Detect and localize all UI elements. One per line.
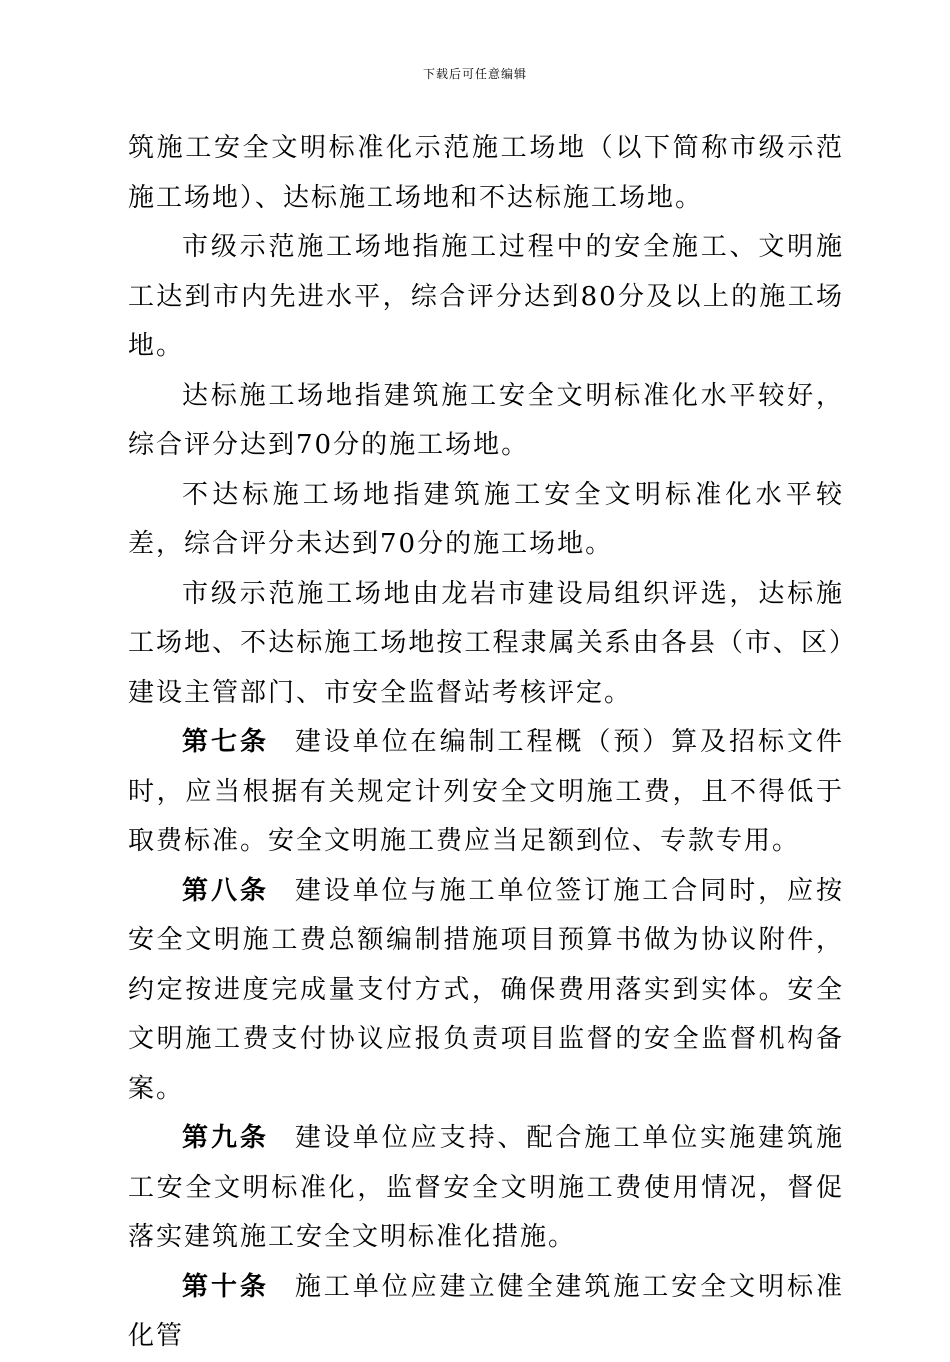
page-header: 下载后可任意编辑 <box>422 67 527 81</box>
article-7 <box>128 718 844 867</box>
article-text: 建设单位应支持、配合施工单位实施建筑施工安全文明标准化，监督安全文明施工费使用情况，督促落实建筑施工安全文明标准化措施。 <box>128 1123 844 1252</box>
paragraph-text: 达标施工场地指建筑施工安全文明标准化水平较好，综合评分达到70分的施工场地。 <box>128 380 844 460</box>
article-heading: 第十条 <box>182 1271 269 1302</box>
article-heading: 第九条 <box>182 1123 269 1153</box>
article-text: 建设单位与施工单位签订施工合同时，应按安全文明施工费总额编制措施项目预算书做为协议附件，约定按进度完成量支付方式，确保费用落实到实体。安全文明施工费支付协议应报负责项目监督的安全监督机构备案。 <box>128 875 844 1104</box>
paragraph-4 <box>128 471 844 570</box>
article-8 <box>128 867 844 1115</box>
article-text: 建设单位在编制工程概（预）算及招标文件时，应当根据有关规定计列安全文明施工费，且不得低于取费标准。安全文明施工费应当足额到位、专款专用。 <box>128 727 844 856</box>
article-9 <box>128 1114 844 1263</box>
paragraph-2 <box>128 223 844 372</box>
paragraph-text: 市级示范施工场地由龙岩市建设局组织评选，达标施工场地、不达标施工场地按工程隶属关系由各县（市、区）建设主管部门、市安全监督站考核评定。 <box>128 578 844 708</box>
paragraph-text: 市级示范施工场地指施工过程中的安全施工、文明施工达到市内先进水平，综合评分达到80分及以上的施工场地。 <box>128 232 844 361</box>
article-heading: 第八条 <box>182 875 269 906</box>
paragraph-1 <box>128 124 844 223</box>
article-heading: 第七条 <box>182 727 269 757</box>
paragraph-text: 不达标施工场地指建筑施工安全文明标准化水平较差，综合评分未达到70分的施工场地。 <box>128 479 844 559</box>
document-body <box>128 124 844 1362</box>
article-text: 施工单位应建立健全建筑施工安全文明标准化管 <box>128 1271 844 1351</box>
article-10 <box>128 1263 844 1362</box>
paragraph-5 <box>128 570 844 719</box>
paragraph-text: 筑施工安全文明标准化示范施工场地（以下简称市级示范施工场地）、达标施工场地和不达标施工场地。 <box>128 133 844 213</box>
paragraph-3 <box>128 372 844 471</box>
